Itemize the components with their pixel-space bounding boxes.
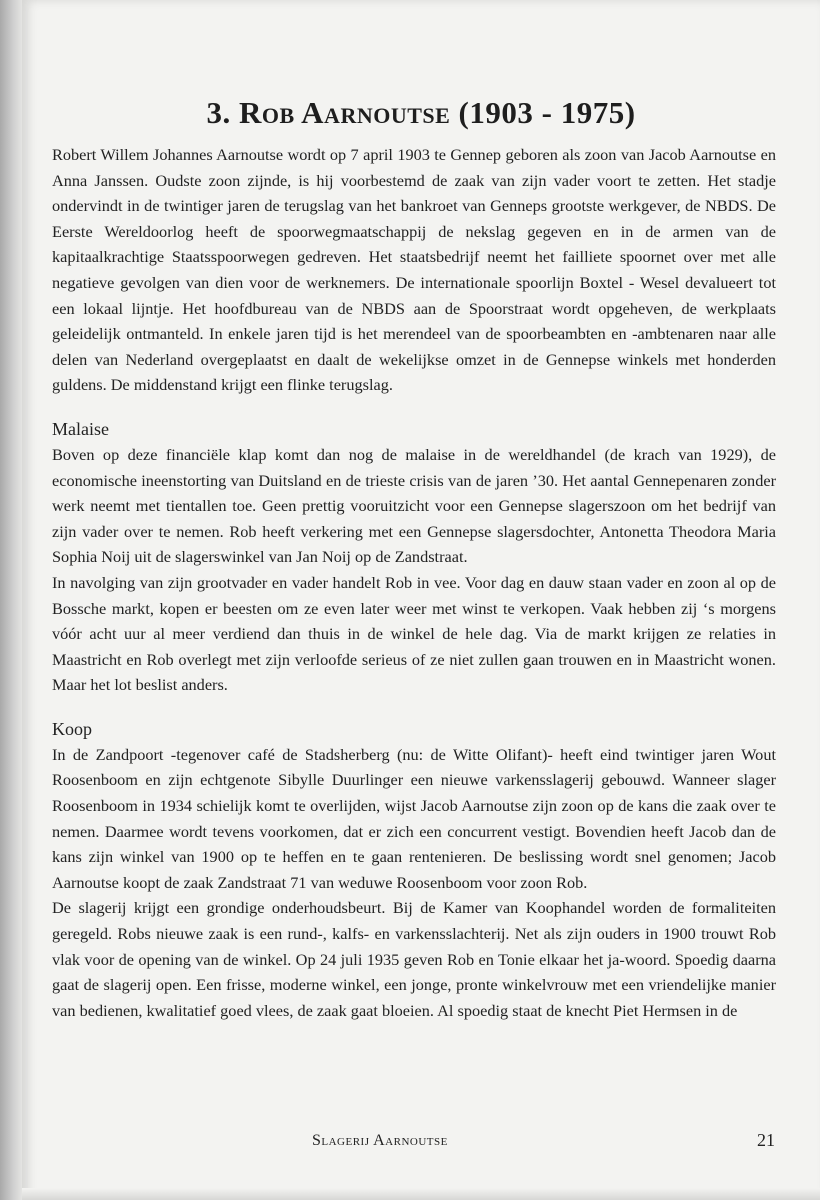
book-page [22, 0, 820, 1200]
chapter-title: 3. Rob Aarnoutse (1903 - 1975) [206, 94, 636, 130]
malaise-paragraph-1: Boven op deze financiële klap komt dan nog de malaise in de wereldhandel (de krach van 1929), de economische ineenstorting van Duitsland en de trieste crisis van de jaren ’30. Het aantal Gennepenaren zonder werk neemt met tientallen toe. Geen prettig vooruitzicht voor een Gennepse slagerszoon om het bedrijf van zijn vader over te nemen. Rob heeft verkering met een Gennepse slagersdochter, Antonetta Theodora Maria Sophia Noij uit de slagerswinkel van Jan Noij op de Zandstraat. [52, 444, 776, 567]
koop-paragraph-1: In de Zandpoort -tegenover café de Stadsherberg (nu: de Witte Olifant)- heeft eind twintiger jaren Wout Roosenboom en zijn echtgenote Sibylle Duurlinger een nieuwe varkensslagerij gebouwd. Wanneer slager Roosenboom in 1934 schielijk komt te overlijden, wijst Jacob Aarnoutse zijn zoon op de kans die zaak over te nemen. Daarmee wordt tevens voorkomen, dat er zich een concurrent vestigt. Bovendien heeft Jacob dan de kans zijn winkel van 1900 op te heffen en te gaan rentenieren. De beslissing wordt snel genomen; Jacob Aarnoutse koopt de zaak Zandstraat 71 van weduwe Roosenboom voor zoon Rob. [52, 744, 776, 892]
book-gutter [0, 0, 22, 1200]
koop-paragraph-2: De slagerij krijgt een grondige onderhoudsbeurt. Bij de Kamer van Koophandel worden de formaliteiten geregeld. Robs nieuwe zaak is een rund-, kalfs- en varkensslachterij. Net als zijn ouders in 1900 trouwt Rob vlak voor de opening van de winkel. Op 24 juli 1935 geven Rob en Tonie elkaar het ja-woord. Spoedig daarna gaat de slagerij open. Een frisse, moderne winkel, een jonge, pronte winkelvrouw met een vriendelijke manier van bedienen, kwalitatief goed vlees, de zaak gaat bloeien. Al spoedig staat de knecht Piet Hermsen in de [52, 898, 776, 1020]
intro-paragraph: Robert Willem Johannes Aarnoutse wordt op 7 april 1903 te Gennep geboren als zoon van Jacob Aarnoutse en Anna Janssen. Oudste zoon zijnde, is hij voorbestemd de zaak van zijn vader voort te zetten. Het stadje ondervindt in de twintiger jaren de terugslag van het bankroet van Genneps grootste werkgever, de NBDS. De Eerste Wereldoorlog heeft de spoorwegmaatschappij de nekslag gegeven en in de armen van de kapitaalkrachtige Staatsspoorwegen gedreven. Het staatsbedrijf neemt het failliete spoornet over met alle negatieve gevolgen van dien voor de werknemers. De internationale spoorlijn Boxtel - Wesel devalueert tot een lokaal lijntje. Het hoofdbureau van de NBDS aan de Spoorstraat wordt opgeheven, de werkplaats geleidelijk ontmanteld. In enkele jaren tijd is het merendeel van de spoorbeambten en -ambtenaren naar alle delen van Nederland overgeplaatst en daalt de wekelijkse omzet in de Gennepse winkels met honderden guldens. De middenstand krijgt een flinke terugslag. [52, 145, 776, 395]
page-bottom-edge [22, 1188, 820, 1200]
page-number: 21 [757, 1130, 775, 1150]
malaise-paragraph-2: In navolging van zijn grootvader en vader handelt Rob in vee. Voor dag en dauw staan vader en zoon al op de Bossche markt, kopen er beesten om ze even later weer met winst te verkopen. Vaak hebben zij ‘s morgens vóór acht uur al meer verdiend dan thuis in de winkel de hele dag. Via de markt krijgen ze relaties in Maastricht en Rob overlegt met zijn verloofde serieus of ze niet zullen gaan trouwen en in Maastricht wonen. Maar het lot beslist anders. [52, 572, 776, 695]
section-heading-malaise: Malaise [52, 418, 109, 439]
section-heading-koop: Koop [52, 718, 92, 739]
running-footer-title: Slagerij Aarnoutse [312, 1132, 448, 1149]
page-body [52, 142, 776, 1023]
